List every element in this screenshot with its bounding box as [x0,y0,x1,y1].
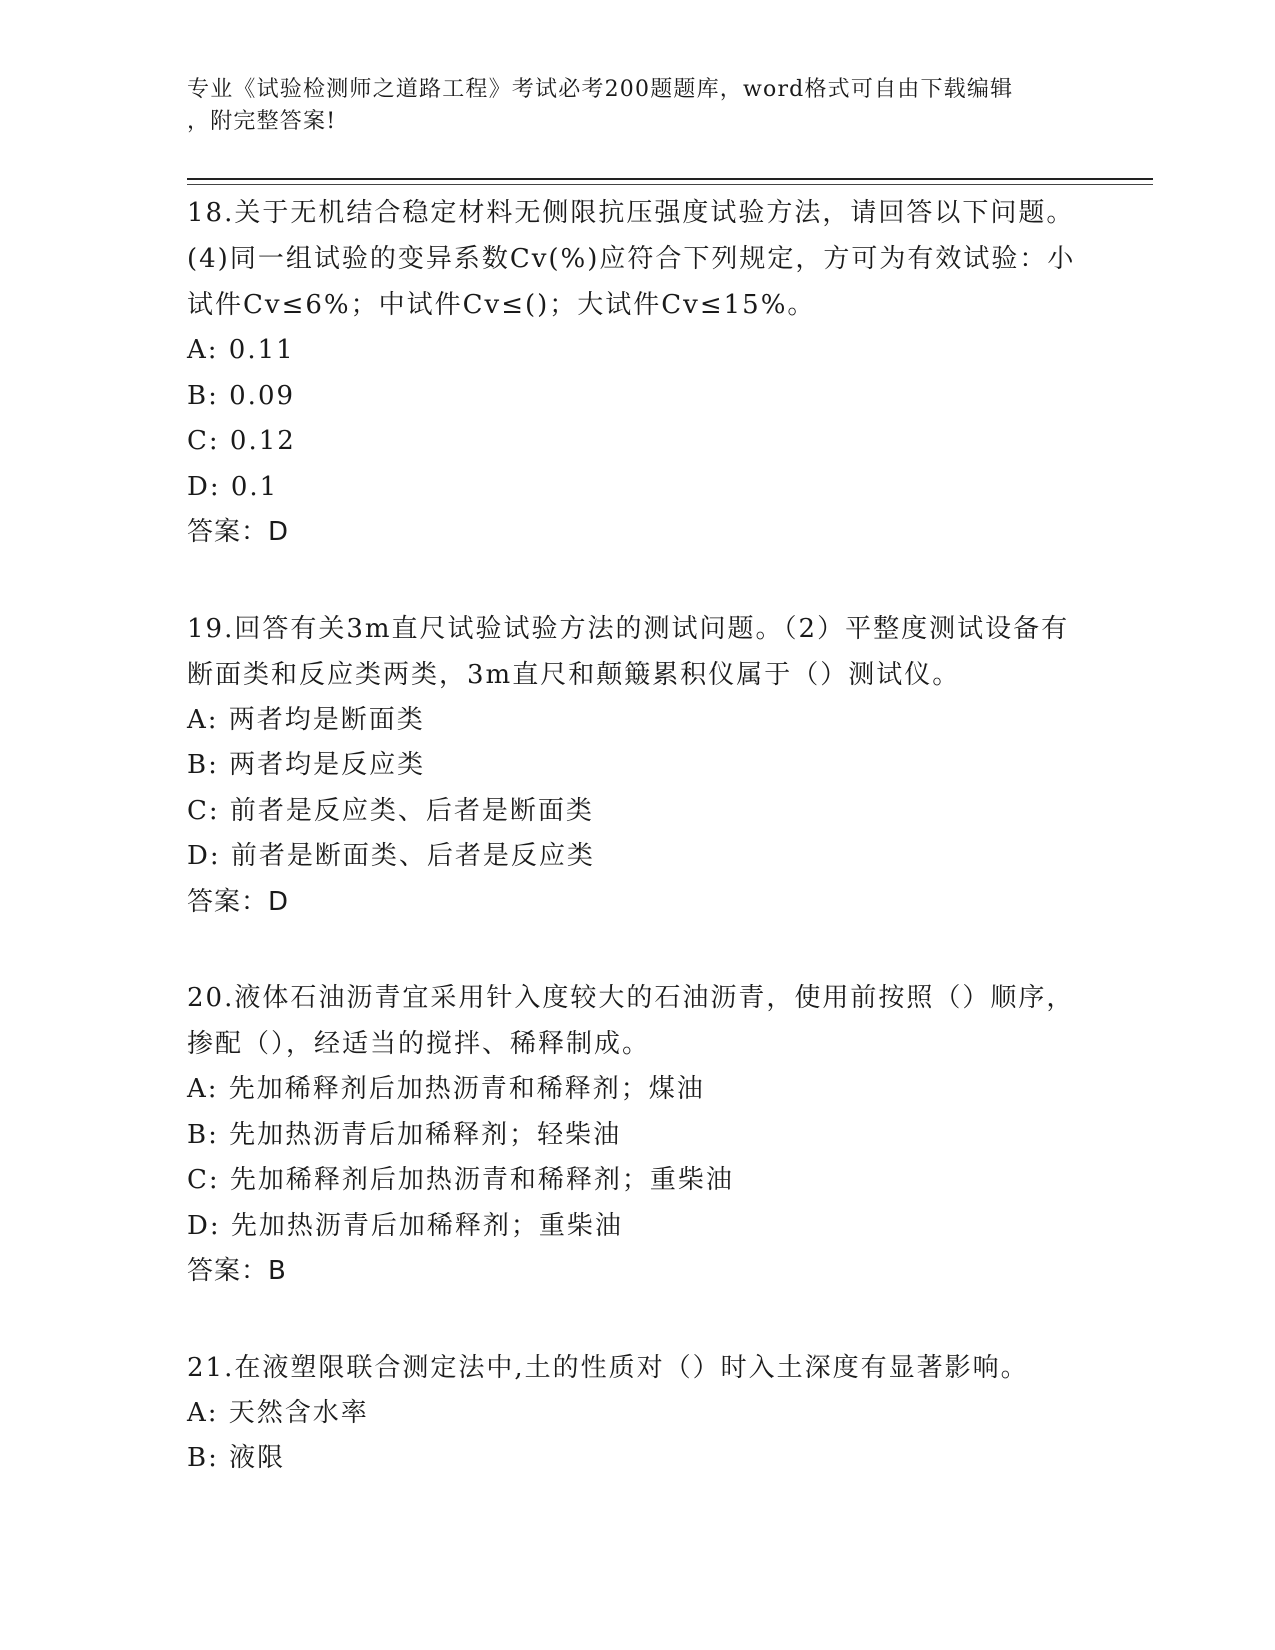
question-spacer [187,556,1087,606]
question-spacer [187,925,1087,975]
header-line-2: ，附完整答案! [187,109,337,134]
option-d: D: 先加热沥青后加稀释剂；重柴油 [187,1210,623,1241]
header-divider-thick [187,178,1153,180]
option-c: C: 0.12 [187,426,296,456]
option-b: B: 两者均是反应类 [187,750,426,780]
question-stem: 20.液体石油沥青宜采用针入度较大的石油沥青，使用前按照（）顺序，掺配（），经适当的搅拌、稀释制成。 [187,983,1075,1059]
header-divider-thin [187,184,1153,185]
answer-label: 答案：D [187,886,290,917]
option-b: B: 液限 [187,1443,286,1473]
question-18 [187,190,1087,556]
question-20 [187,975,1087,1295]
option-d: D: 0.1 [187,471,279,502]
question-list [187,190,1087,1482]
option-a: A: 先加稀释剂后加热沥青和稀释剂；煤油 [187,1074,705,1104]
answer-label: 答案：D [187,517,290,547]
question-stem: 18.关于无机结合稳定材料无侧限抗压强度试验方法，请回答以下问题。(4)同一组试验的变异系数Cv(%)应符合下列规定，方可为有效试验：小试件Cv≤6%；中试件Cv≤()；大试件Cv≤15%。 [187,198,1076,320]
question-spacer [187,1295,1087,1345]
option-c: C: 先加稀释剂后加热沥青和稀释剂；重柴油 [187,1165,734,1195]
answer-label: 答案：B [187,1256,287,1286]
option-a: A: 两者均是断面类 [187,704,425,735]
question-19 [187,606,1087,926]
question-stem: 19.回答有关3m直尺试验试验方法的测试问题。（2）平整度测试设备有断面类和反应类两类，3m直尺和颠簸累积仪属于（）测试仪。 [187,613,1070,690]
option-b: B: 先加热沥青后加稀释剂；轻柴油 [187,1119,622,1150]
document-header [187,74,1077,138]
option-b: B: 0.09 [187,380,296,411]
option-a: A: 0.11 [187,335,295,365]
option-d: D: 前者是断面类、后者是反应类 [187,841,595,871]
question-21 [187,1345,1087,1482]
option-c: C: 前者是反应类、后者是断面类 [187,795,594,826]
header-line-1: 专业《试验检测师之道路工程》考试必考200题题库，word格式可自由下载编辑 [187,77,1014,102]
option-a: A: 天然含水率 [187,1397,369,1428]
question-stem: 21.在液塑限联合测定法中,土的性质对（）时入土深度有显著影响。 [187,1352,1029,1383]
